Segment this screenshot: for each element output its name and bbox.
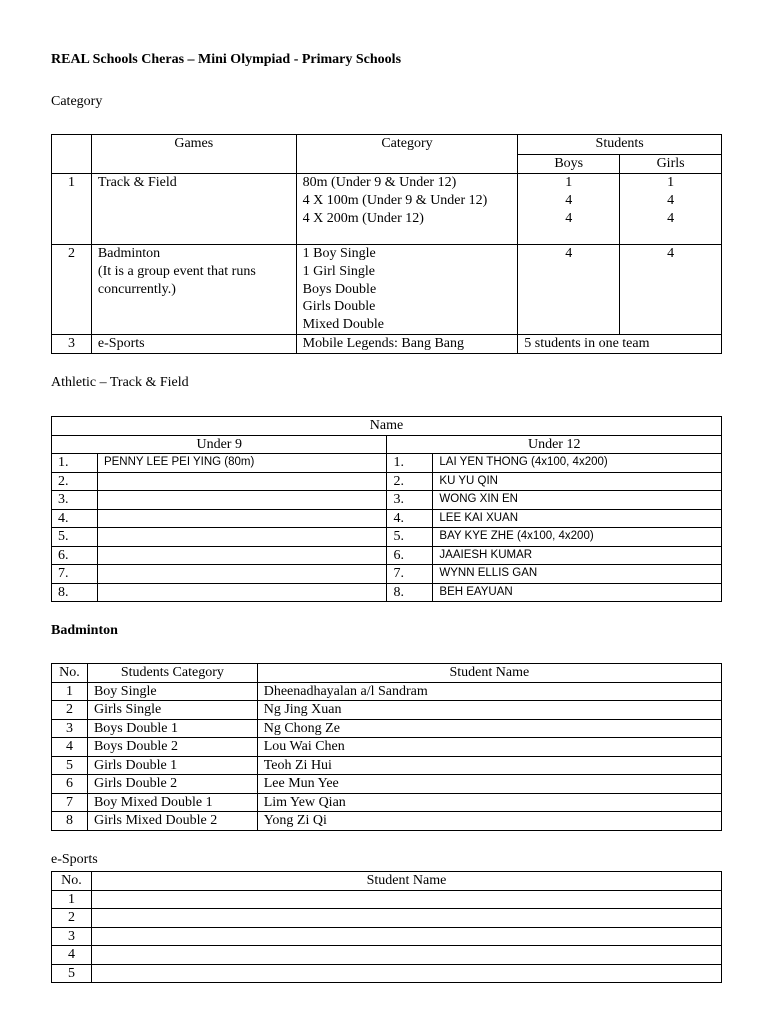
- under9-name: [97, 528, 387, 547]
- category-heading: Category: [51, 94, 103, 109]
- badminton-no: 1: [52, 682, 88, 701]
- badminton-name: Teoh Zi Hui: [257, 756, 721, 775]
- badminton-name: Lee Mun Yee: [257, 775, 721, 794]
- esports-row: [52, 909, 722, 928]
- under9-number: 4.: [52, 509, 98, 528]
- under9-number: 8.: [52, 583, 98, 602]
- under9-name: [97, 509, 387, 528]
- esports-no: 5: [52, 964, 92, 983]
- esports-name: [91, 964, 721, 983]
- esports-no: 4: [52, 946, 92, 965]
- category-row-girls: [620, 174, 722, 245]
- category-header-students: Students: [518, 135, 722, 155]
- under12-number: 6.: [387, 546, 433, 565]
- game-line: Badminton: [97, 246, 161, 261]
- category-line: 1 Boy Single: [302, 246, 376, 261]
- athletic-row: [52, 528, 722, 547]
- esports-header-no: No.: [52, 872, 92, 891]
- badminton-header-name: Student Name: [257, 664, 721, 683]
- badminton-no: 8: [52, 812, 88, 831]
- under12-name: JAAIESH KUMAR: [433, 546, 722, 565]
- category-line: Boys Double: [302, 281, 377, 297]
- under12-number: 8.: [387, 583, 433, 602]
- esports-no: 2: [52, 909, 92, 928]
- badminton-category: Boys Double 1: [87, 719, 257, 738]
- esports-no: 3: [52, 927, 92, 946]
- esports-row: [52, 927, 722, 946]
- badminton-no: 7: [52, 793, 88, 812]
- under9-number: 7.: [52, 565, 98, 584]
- category-header-games: Games: [91, 135, 296, 174]
- boys-count: 4: [565, 192, 573, 208]
- category-row-no: 2: [52, 245, 92, 335]
- under12-name: KU YU QIN: [433, 472, 722, 491]
- badminton-no: 5: [52, 756, 88, 775]
- game-line: Track & Field: [97, 175, 177, 190]
- badminton-row: [52, 812, 722, 831]
- badminton-no: 2: [52, 701, 88, 720]
- badminton-name: Ng Jing Xuan: [257, 701, 721, 720]
- badminton-name: Yong Zi Qi: [257, 812, 721, 831]
- under12-name: LEE KAI XUAN: [433, 509, 722, 528]
- esports-name: [91, 927, 721, 946]
- esports-name: [91, 946, 721, 965]
- under9-name: [97, 491, 387, 510]
- category-row-categories: [296, 245, 518, 335]
- under9-name: [97, 565, 387, 584]
- athletic-row: [52, 491, 722, 510]
- category-row-students: 5 students in one team: [518, 335, 722, 354]
- category-row-girls: 4: [620, 245, 722, 335]
- under12-name: BAY KYE ZHE (4x100, 4x200): [433, 528, 722, 547]
- category-row: [52, 335, 722, 354]
- badminton-row: [52, 701, 722, 720]
- category-row-game: [91, 245, 296, 335]
- category-row: [52, 245, 722, 335]
- under12-number: 5.: [387, 528, 433, 547]
- athletic-row: [52, 472, 722, 491]
- category-line: Mixed Double: [302, 317, 384, 333]
- badminton-no: 3: [52, 719, 88, 738]
- category-line: 4 X 200m (Under 12): [302, 210, 424, 226]
- badminton-category: Girls Double 1: [87, 756, 257, 775]
- badminton-category: Boy Single: [87, 682, 257, 701]
- document-title: REAL Schools Cheras – Mini Olympiad - Primary Schools: [51, 52, 402, 67]
- badminton-row: [52, 719, 722, 738]
- under9-number: 6.: [52, 546, 98, 565]
- game-line: (It is a group event that runs: [97, 263, 256, 279]
- girls-count: 4: [667, 192, 675, 208]
- category-table: [51, 134, 722, 354]
- athletic-row: [52, 546, 722, 565]
- under9-name: [97, 472, 387, 491]
- athletic-row: [52, 565, 722, 584]
- athletic-under12-header: Under 12: [387, 435, 722, 454]
- badminton-row: [52, 793, 722, 812]
- under12-number: 2.: [387, 472, 433, 491]
- badminton-name: Lim Yew Qian: [257, 793, 721, 812]
- esports-name: [91, 890, 721, 909]
- badminton-header-category: Students Category: [87, 664, 257, 683]
- athletic-row: [52, 583, 722, 602]
- badminton-row: [52, 756, 722, 775]
- under12-number: 1.: [387, 454, 433, 473]
- boys-count: 4: [565, 210, 573, 226]
- under9-name: PENNY LEE PEI YING (80m): [97, 454, 387, 473]
- category-row-no: 1: [52, 174, 92, 245]
- athletic-name-header: Name: [52, 417, 722, 436]
- badminton-row: [52, 738, 722, 757]
- esports-row: [52, 890, 722, 909]
- category-row-categories: Mobile Legends: Bang Bang: [296, 335, 518, 354]
- category-row-boys: [518, 174, 620, 245]
- badminton-no: 6: [52, 775, 88, 794]
- category-header-no: [52, 135, 92, 174]
- esports-table: [51, 871, 722, 983]
- badminton-name: Ng Chong Ze: [257, 719, 721, 738]
- category-row-categories: [296, 174, 518, 245]
- badminton-name: Lou Wai Chen: [257, 738, 721, 757]
- esports-row: [52, 964, 722, 983]
- badminton-heading: Badminton: [51, 623, 118, 638]
- esports-header-name: Student Name: [91, 872, 721, 891]
- athletic-under9-header: Under 9: [52, 435, 387, 454]
- badminton-no: 4: [52, 738, 88, 757]
- badminton-header-no: No.: [52, 664, 88, 683]
- under12-name: LAI YEN THONG (4x100, 4x200): [433, 454, 722, 473]
- under12-name: WONG XIN EN: [433, 491, 722, 510]
- under9-number: 3.: [52, 491, 98, 510]
- badminton-category: Boys Double 2: [87, 738, 257, 757]
- under9-number: 1.: [52, 454, 98, 473]
- badminton-category: Girls Single: [87, 701, 257, 720]
- esports-heading: e-Sports: [51, 852, 98, 867]
- badminton-category: Boy Mixed Double 1: [87, 793, 257, 812]
- badminton-name: Dheenadhayalan a/l Sandram: [257, 682, 721, 701]
- girls-count: 4: [667, 210, 675, 226]
- athletic-row: [52, 454, 722, 473]
- boys-count: 1: [565, 175, 573, 190]
- category-row-boys: 4: [518, 245, 620, 335]
- badminton-row: [52, 682, 722, 701]
- category-row-game: [91, 174, 296, 245]
- under9-number: 5.: [52, 528, 98, 547]
- under12-number: 7.: [387, 565, 433, 584]
- under12-number: 3.: [387, 491, 433, 510]
- category-line: 80m (Under 9 & Under 12): [302, 175, 457, 190]
- game-line: concurrently.): [97, 281, 176, 297]
- category-line: 1 Girl Single: [302, 263, 375, 279]
- badminton-category: Girls Mixed Double 2: [87, 812, 257, 831]
- girls-count: 1: [667, 175, 675, 190]
- category-header-boys: Boys: [518, 155, 620, 174]
- category-line: 4 X 100m (Under 9 & Under 12): [302, 192, 488, 208]
- badminton-table: [51, 663, 722, 831]
- under9-name: [97, 546, 387, 565]
- esports-row: [52, 946, 722, 965]
- athletic-row: [52, 509, 722, 528]
- category-row: [52, 174, 722, 245]
- badminton-category: Girls Double 2: [87, 775, 257, 794]
- badminton-row: [52, 775, 722, 794]
- category-row-no: 3: [52, 335, 92, 354]
- category-header-girls: Girls: [620, 155, 722, 174]
- category-row-game: e-Sports: [91, 335, 296, 354]
- under9-name: [97, 583, 387, 602]
- under12-name: WYNN ELLIS GAN: [433, 565, 722, 584]
- under12-name: BEH EAYUAN: [433, 583, 722, 602]
- under9-number: 2.: [52, 472, 98, 491]
- esports-name: [91, 909, 721, 928]
- category-header-category: Category: [296, 135, 518, 174]
- under12-number: 4.: [387, 509, 433, 528]
- esports-no: 1: [52, 890, 92, 909]
- category-line: Girls Double: [302, 299, 376, 315]
- athletic-table: [51, 416, 722, 602]
- athletic-heading: Athletic – Track & Field: [51, 375, 189, 390]
